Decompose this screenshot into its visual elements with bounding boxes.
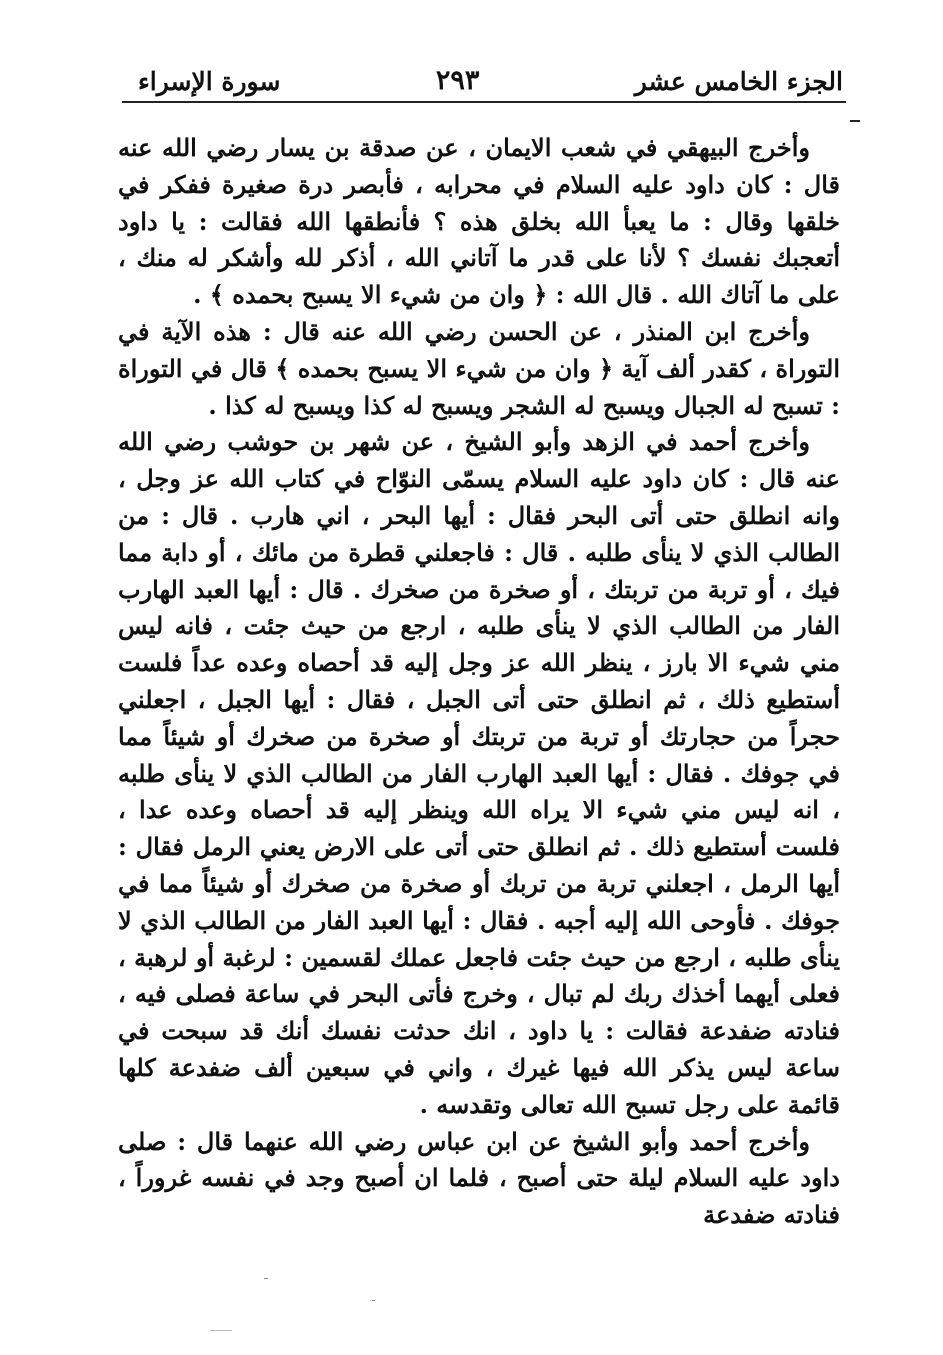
speck <box>264 1278 268 1279</box>
page-number: ٢٩٣ <box>435 65 480 96</box>
juz-title: الجزء الخامس عشر <box>634 67 843 96</box>
header-divider <box>122 101 846 103</box>
speck <box>372 1300 375 1301</box>
speck <box>210 1330 232 1331</box>
paragraph-1: وأخرج البيهقي في شعب الايمان ، عن صدقة بن يسار رضي الله عنه قال : كان داود عليه السلام في محرابه ، فأبصر درة صغيرة ففكر في خلقها وقال : ما يعبأ الله بخلق هذه ؟ فأنطقها الله فقالت : يا داود أتعجبك نفسك ؟ لأنا على قدر ما آتاني الله ، أذكر لله وأشكر له منك ، على ما آتاك الله . قال الله : ﴿ وان من شيء الا يسبح بحمده ﴾ . <box>118 133 840 310</box>
main-text <box>118 130 840 1234</box>
paragraph-4: وأخرج أحمد وأبو الشيخ عن ابن عباس رضي الله عنهما قال : صلى داود عليه السلام ليلة حتى أصبح ، فلما ان أصبح وجد في نفسه غروراً ، فنادته ضفدعة <box>118 1126 840 1230</box>
scan-specks <box>200 1270 500 1350</box>
paragraph-3: وأخرج أحمد في الزهد وأبو الشيخ ، عن شهر بن حوشب رضي الله عنه قال : كان داود عليه السلام يسمّى النوّاح في كتاب الله عز وجل ، وانه انطلق حتى أتى البحر فقال : أيها البحر ، اني هارب . قال : من الطالب الذي لا ينأى طلبه . قال : فاجعلني قطرة من مائك ، أو دابة مما فيك ، أو تربة من تربتك ، أو صخرة من صخرك . قال : أيها العبد الهارب الفار من الطالب الذي لا ينأى طلبه ، ارجع من حيث جئت ، فانه ليس مني شيء الا بارز ، ينظر الله عز وجل إليه قد أحصاه وعده عداً فلست أستطيع ذلك ، ثم انطلق حتى أتى الجبل ، فقال : أيها الجبل ، اجعلني حجراً من حجارتك أو تربة من تربتك أو صخرة من صخرك أو شيئاً مما في جوفك . فقال : أيها العبد الهارب الفار من الطالب الذي لا ينأى طلبه ، انه ليس مني شيء الا يراه الله وينظر إليه قد أحصاه وعده عدا ، فلست أستطيع ذلك . ثم انطلق حتى أتى على الارض يعني الرمل فقال : أيها الرمل ، اجعلني تربة من تربك أو صخرة من صخرك أو شيئاً مما في جوفك . فأوحى الله إليه أجبه . فقال : أيها العبد الفار من الطالب الذي لا ينأى طلبه ، ارجع من حيث جئت فاجعل عملك لقسمين : لرغبة أو لرهبة ، فعلى أيهما أخذك ربك لم تبال ، وخرج فأتى البحر في ساعة فصلى فيه ، فنادته ضفدعة فقالت : يا داود ، انك حدثت نفسك أنك قد سبحت في ساعة ليس يذكر الله فيها غيرك ، واني في سبعين ألف ضفدعة كلها قائمة على رجل تسبح الله تعالى وتقدسه . <box>118 427 841 1119</box>
surah-title: سورة الإسراء <box>138 67 281 96</box>
paragraph-2: وأخرج ابن المنذر ، عن الحسن رضي الله عنه قال : هذه الآية في التوراة ، كقدر ألف آية ﴿ وان من شيء الا يسبح بحمده ﴾ قال في التوراة : تسبح له الجبال ويسبح له الشجر ويسبح له كذا ويسبح له كذا . <box>118 316 840 420</box>
margin-mark <box>850 120 860 122</box>
running-header <box>138 52 843 96</box>
